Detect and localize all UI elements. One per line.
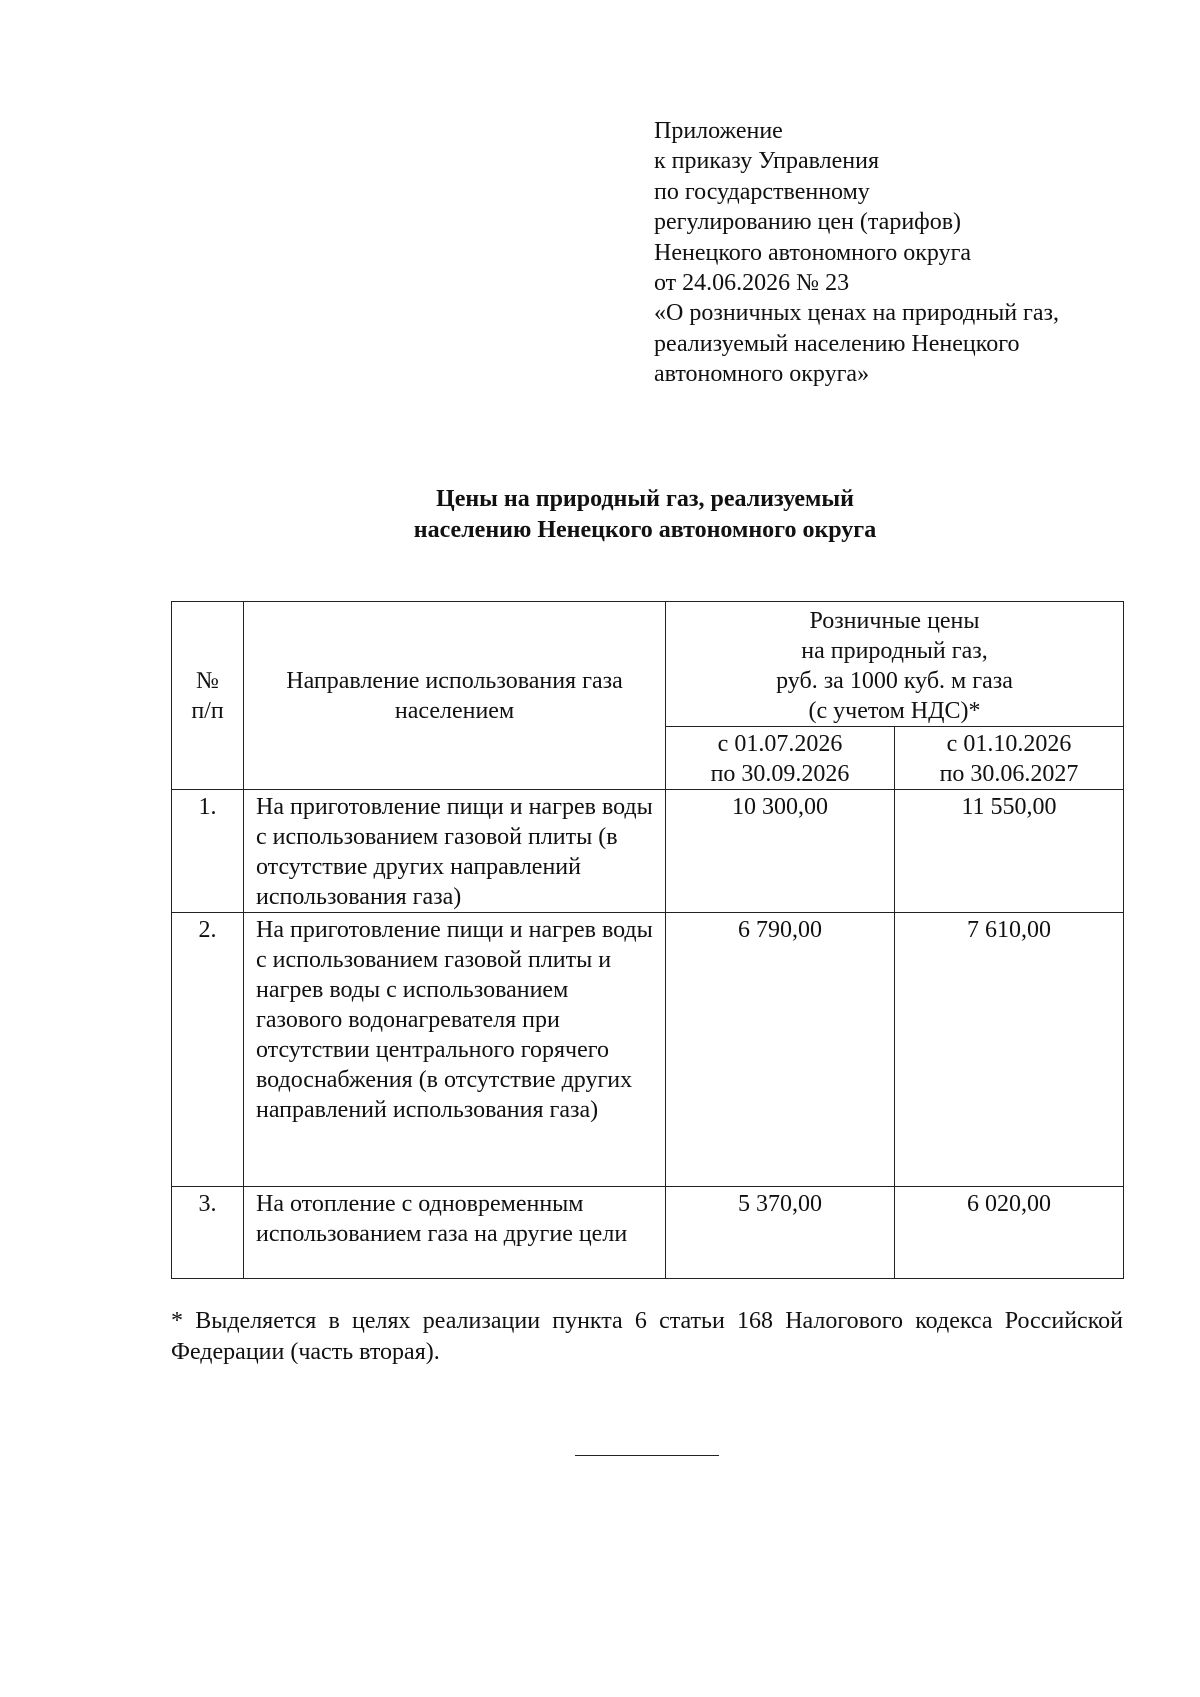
appendix-line: реализуемый населению Ненецкого bbox=[654, 330, 1020, 357]
row-price-period-1: 10 300,00 bbox=[666, 790, 895, 913]
column-header-period-2 bbox=[895, 727, 1124, 790]
row-number: 1. bbox=[172, 790, 244, 913]
row-price-period-2: 11 550,00 bbox=[895, 790, 1124, 913]
column-header-prices-line: Розничные цены bbox=[809, 608, 980, 634]
row-price-period-2: 6 020,00 bbox=[895, 1187, 1124, 1279]
row-direction: На приготовление пищи и нагрев воды с использованием газовой плиты и нагрев воды с использованием газового водонагревателя при отсутствии центрального горячего водоснабжения (в отсутствие других направлений использования газа) bbox=[244, 913, 666, 1187]
appendix-line: к приказу Управления bbox=[654, 148, 880, 175]
column-header-prices-line: на природный газ, bbox=[801, 638, 988, 664]
row-number: 3. bbox=[172, 1187, 244, 1279]
document-title bbox=[0, 484, 1200, 546]
document-title-line: населению Ненецкого автономного округа bbox=[413, 517, 877, 543]
column-header-direction-line: населением bbox=[394, 697, 515, 724]
table-row bbox=[172, 790, 1124, 913]
period-1-line: с 01.07.2026 bbox=[717, 731, 843, 757]
appendix-line: регулированию цен (тарифов) bbox=[654, 209, 962, 236]
column-header-period-1 bbox=[666, 727, 895, 790]
period-1-line: по 30.09.2026 bbox=[710, 761, 850, 787]
row-number: 2. bbox=[172, 913, 244, 1187]
column-header-number-line: п/п bbox=[191, 697, 224, 724]
price-table bbox=[171, 601, 1124, 1279]
appendix-line: Ненецкого автономного округа bbox=[654, 239, 972, 266]
appendix-line: по государственному bbox=[654, 178, 870, 205]
row-price-period-1: 6 790,00 bbox=[666, 913, 895, 1187]
column-header-number bbox=[172, 602, 244, 790]
table-row bbox=[172, 1187, 1124, 1279]
column-header-direction bbox=[244, 602, 666, 790]
appendix-line: автономного округа» bbox=[654, 361, 870, 388]
document-title-line: Цены на природный газ, реализуемый bbox=[436, 486, 854, 512]
row-price-period-2: 7 610,00 bbox=[895, 913, 1124, 1187]
row-price-period-1: 5 370,00 bbox=[666, 1187, 895, 1279]
table-header-row bbox=[172, 602, 1124, 727]
period-2-line: с 01.10.2026 bbox=[946, 731, 1072, 757]
period-2-line: по 30.06.2027 bbox=[939, 761, 1079, 787]
column-header-number-line: № bbox=[196, 667, 219, 694]
column-header-prices-line: руб. за 1000 куб. м газа bbox=[776, 668, 1013, 694]
appendix-line: Приложение bbox=[654, 118, 783, 144]
row-direction: На отопление с одновременным использованием газа на другие цели bbox=[244, 1187, 666, 1279]
footnote: * Выделяется в целях реализации пункта 6 статьи 168 Налогового кодекса Российской Федерации (часть вторая). bbox=[171, 1308, 1123, 1365]
appendix-line: от 24.06.2026 № 23 bbox=[654, 270, 850, 297]
column-header-prices-group bbox=[666, 602, 1124, 727]
appendix-block bbox=[654, 116, 1174, 390]
closing-divider bbox=[575, 1455, 719, 1456]
table-row bbox=[172, 913, 1124, 1187]
appendix-line: «О розничных ценах на природный газ, bbox=[654, 300, 1060, 327]
column-header-prices-line: (с учетом НДС)* bbox=[808, 698, 981, 724]
column-header-direction-line: Направление использования газа bbox=[286, 667, 623, 694]
row-direction: На приготовление пищи и нагрев воды с использованием газовой плиты (в отсутствие других направлений использования газа) bbox=[244, 790, 666, 913]
